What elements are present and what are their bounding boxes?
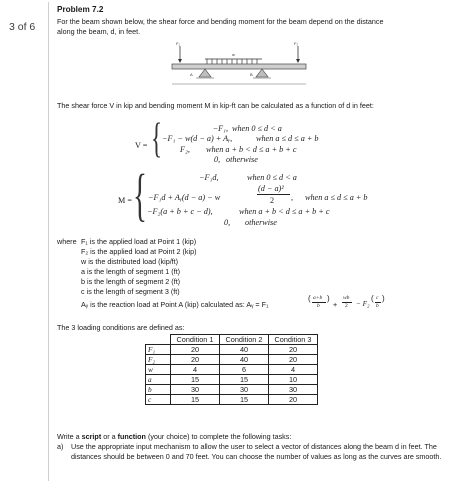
moment-case-2-frac-num: (d − a)² (258, 184, 284, 193)
problem-title: Problem 7.2 (57, 5, 104, 14)
table-cell: 30 (220, 385, 269, 395)
row-label: c (146, 395, 171, 405)
table-cell: 4 (171, 365, 220, 375)
intro-line-2: along the beam, d, in feet. (57, 27, 141, 36)
table-cell: 15 (220, 395, 269, 405)
moment-frac-bar (257, 194, 290, 195)
shear-brace: { (151, 116, 163, 162)
table-row (146, 355, 318, 365)
problem-intro (57, 17, 462, 37)
moment-case-2-cond: when a ≤ d ≤ a + b (305, 193, 368, 202)
row-label: F₂ (146, 355, 171, 365)
label-b: B (250, 72, 253, 77)
support-a (199, 69, 211, 77)
row-label: b (146, 385, 171, 395)
definition-item: w is the distributed load (kip/ft) (81, 257, 179, 266)
shear-case-1-cond: when 0 ≤ d < a (232, 124, 282, 133)
reaction-w-num: wb (343, 295, 350, 301)
tasks-lead-function: function (117, 432, 146, 441)
intro-line-1: For the beam shown below, the shear force and bending moment for the beam depend on the distance (57, 17, 384, 26)
label-a: A (190, 72, 193, 77)
shear-case-2-expr: −F₁ − w(d − a) + Aᵧ, (162, 134, 233, 143)
tasks-lead-1: Write a (57, 432, 82, 441)
tasks-lead (57, 432, 291, 441)
table-cell: 20 (269, 345, 318, 355)
conditions-caption: The 3 loading conditions are defined as: (57, 323, 185, 332)
table-cell: 30 (269, 385, 318, 395)
shear-case-3-cond: when a + b < d ≤ a + b + c (206, 145, 297, 154)
shear-case-2-cond: when a ≤ d ≤ a + b (256, 134, 319, 143)
reaction-minus-f2: − F₂ (356, 300, 370, 308)
table-cell: 40 (220, 355, 269, 365)
conditions-table (145, 334, 318, 405)
label-f2: F₂ (294, 41, 298, 46)
distributed-load-arrows (207, 59, 257, 64)
shear-case-1-expr: −F₁, (212, 124, 228, 133)
shear-case-4-cond: otherwise (226, 155, 258, 164)
definition-item: a is the length of segment 1 (ft) (81, 267, 181, 276)
moment-case-2-expr: −F₁d + Aᵧ(d − a) − w (148, 193, 221, 202)
definition-item: b is the length of segment 2 (ft) (81, 277, 181, 286)
tasks-lead-2: or a (101, 432, 118, 441)
definition-item: F₂ is the applied load at Point 2 (kip) (81, 247, 197, 256)
moment-lhs: M = (118, 196, 132, 205)
table-row (146, 365, 318, 375)
definitions-where: where (57, 237, 77, 246)
reaction-w-den: 2 (345, 303, 348, 309)
table-header: Condition 1 (171, 335, 220, 345)
definition-item: F₁ is the applied load at Point 1 (kip) (81, 237, 197, 246)
task-a-label: a) (57, 442, 64, 451)
reaction-plus: + (333, 300, 338, 309)
shear-lhs: V = (135, 141, 148, 150)
table-cell: 10 (269, 375, 318, 385)
page-indicator: 3 of 6 (9, 21, 36, 33)
reaction-f2-num: c (376, 295, 379, 301)
label-f1: F₁ (176, 41, 180, 46)
page-divider (48, 2, 49, 481)
definition-item: c is the length of segment 3 (ft) (81, 287, 180, 296)
row-label: w (146, 365, 171, 375)
moment-brace: { (133, 162, 147, 227)
table-cell: 4 (269, 365, 318, 375)
table-cell: 15 (171, 375, 220, 385)
shear-case-4-expr: 0, (214, 155, 221, 164)
tasks-lead-3: (your choice) to complete the following tasks: (145, 432, 292, 441)
table-cell: 15 (220, 375, 269, 385)
table-row (146, 375, 318, 385)
moment-case-2-frac-den: 2 (270, 196, 275, 205)
moment-case-3-cond: when a + b < d ≤ a + b + c (239, 207, 330, 216)
shear-case-3-expr: F₂, (180, 145, 190, 154)
table-cell: 30 (171, 385, 220, 395)
moment-case-2-tail: , (291, 193, 294, 202)
task-a-text: Use the appropriate input mechanism to allow the user to select a vector of distances along the beam d in feet. The distances should be between 0 and 70 feet. You can choose the number of values as long as the curves are smooth. (71, 442, 442, 461)
moment-case-4-expr: 0, (224, 218, 231, 227)
moment-case-3-expr: −F₂(a + b + c − d), (147, 207, 213, 216)
support-b (256, 69, 268, 77)
table-row (146, 385, 318, 395)
beam (172, 64, 306, 69)
table-header-row (146, 335, 318, 345)
moment-case-1-expr: −F₁d, (199, 173, 219, 182)
reaction-f1-den: b (317, 303, 320, 309)
table-row (146, 395, 318, 405)
table-cell: 20 (269, 395, 318, 405)
row-label: F₁ (146, 345, 171, 355)
table-header: Condition 2 (220, 335, 269, 345)
table-cell: 20 (171, 345, 220, 355)
tasks-lead-script: script (81, 432, 102, 441)
reaction-f1-num: a+b (313, 295, 323, 301)
row-label: a (146, 375, 171, 385)
table-cell: 6 (220, 365, 269, 375)
table-cell: 20 (269, 355, 318, 365)
table-cell: 40 (220, 345, 269, 355)
reaction-f2-den: b (376, 303, 379, 309)
shear-moment-lead: The shear force V in kip and bending moment M in kip-ft can be calculated as a function of d in feet: (57, 101, 374, 110)
table-corner (146, 335, 171, 345)
table-cell: 20 (171, 355, 220, 365)
table-row (146, 345, 318, 355)
table-cell: 15 (171, 395, 220, 405)
label-w: w (232, 52, 235, 57)
moment-case-1-cond: when 0 ≤ d < a (247, 173, 297, 182)
moment-case-4-cond: otherwise (245, 218, 277, 227)
reaction-definition: Aᵧ is the reaction load at Point A (kip) calculated as: Aᵧ = F₁ (81, 300, 269, 309)
table-header: Condition 3 (269, 335, 318, 345)
